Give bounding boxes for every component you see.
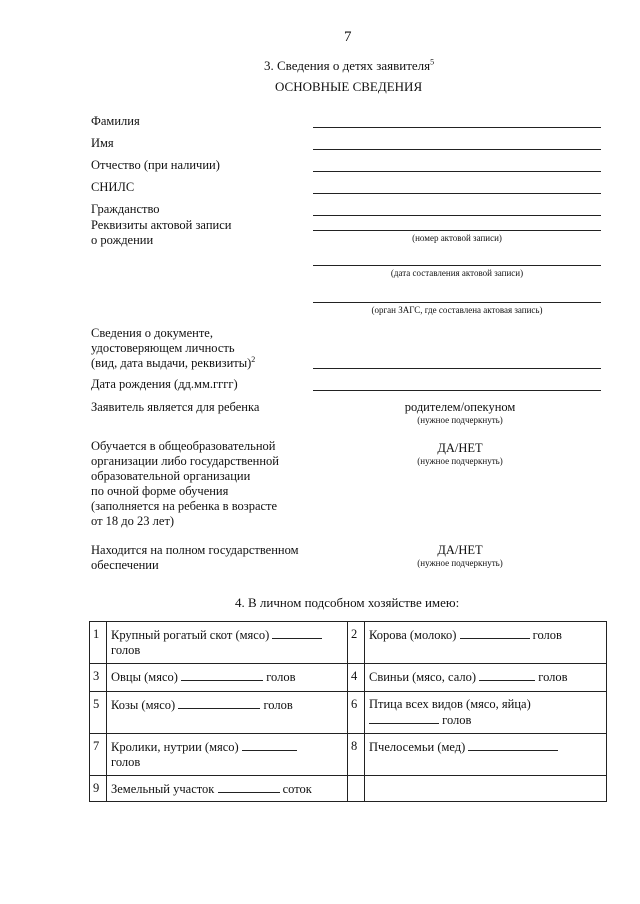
registry-office-line[interactable] [313, 302, 601, 303]
table-row [90, 692, 607, 734]
item-pigs [365, 664, 607, 692]
label-birth-record-1: Реквизиты актовой записи [91, 218, 232, 232]
label-state-support-1: Находится на полном государственном [91, 543, 299, 557]
section4-title: 4. В личном подсобном хозяйстве имею: [235, 595, 460, 610]
label-study-4: по очной форме обучения [91, 484, 229, 498]
page-number: 7 [344, 29, 352, 45]
item-number: 5 [90, 692, 107, 734]
item-number: 9 [90, 776, 107, 802]
empty-cell [348, 776, 365, 802]
empty-cell [365, 776, 607, 802]
item-land-label: Земельный участок [111, 782, 215, 796]
land-blank[interactable] [218, 781, 280, 793]
section3-title [264, 58, 434, 73]
item-number: 8 [348, 734, 365, 776]
item-cow-unit: голов [532, 628, 562, 642]
surname-line[interactable] [313, 127, 601, 128]
state-support-hint: (нужное подчеркнуть) [417, 558, 503, 568]
label-id-doc-1: Сведения о документе, [91, 326, 213, 340]
record-number-hint: (номер актовой записи) [412, 233, 502, 243]
item-rabbits-label: Кролики, нутрии (мясо) [111, 740, 239, 754]
item-sheep-label: Овцы (мясо) [111, 670, 178, 684]
label-id-doc-2: удостоверяющем личность [91, 341, 235, 355]
label-study-1: Обучается в общеобразовательной [91, 439, 276, 453]
label-snils: СНИЛС [91, 180, 135, 194]
item-sheep-unit: голов [266, 670, 296, 684]
applicant-role-hint: (нужное подчеркнуть) [417, 415, 503, 425]
footnote-ref-2: 2 [251, 354, 256, 364]
item-goats-unit: голов [263, 698, 293, 712]
label-birth-date: Дата рождения (дд.мм.гггг) [91, 377, 238, 391]
poultry-blank[interactable] [369, 712, 439, 724]
study-hint: (нужное подчеркнуть) [417, 456, 503, 466]
registry-office-hint: (орган ЗАГС, где составлена актовая запись) [371, 305, 543, 315]
label-study-5: (заполняется на ребенка в возрасте [91, 499, 278, 513]
patronymic-line[interactable] [313, 171, 601, 172]
label-citizenship: Гражданство [91, 202, 160, 216]
item-number: 2 [348, 622, 365, 664]
label-id-doc-3 [91, 356, 255, 371]
table-row [90, 734, 607, 776]
item-number: 3 [90, 664, 107, 692]
pigs-blank[interactable] [479, 669, 535, 681]
item-number: 4 [348, 664, 365, 692]
item-cattle [107, 622, 348, 664]
footnote-ref-5: 5 [430, 57, 435, 67]
name-line[interactable] [313, 149, 601, 150]
item-pigs-label: Свиньи (мясо, сало) [369, 670, 477, 684]
item-rabbits [107, 734, 348, 776]
item-bees-label: Пчелосемьи (мед) [369, 740, 466, 754]
item-sheep [107, 664, 348, 692]
rabbits-blank[interactable] [242, 739, 297, 751]
label-study-2: организации либо государственной [91, 454, 279, 468]
record-number-line[interactable] [313, 230, 601, 231]
table-row [90, 622, 607, 664]
label-surname: Фамилия [91, 114, 140, 128]
cattle-blank[interactable] [272, 627, 322, 639]
label-study-6: от 18 до 23 лет) [91, 514, 175, 528]
item-bees [365, 734, 607, 776]
item-cow-label: Корова (молоко) [369, 628, 457, 642]
label-name: Имя [91, 136, 114, 150]
label-patronymic: Отчество (при наличии) [91, 158, 220, 172]
section3-title-text: 3. Сведения о детях заявителя [264, 58, 431, 73]
item-number: 7 [90, 734, 107, 776]
label-id-doc-3-text: (вид, дата выдачи, реквизиты) [91, 356, 252, 370]
label-applicant-role: Заявитель является для ребенка [91, 400, 260, 414]
item-poultry [365, 692, 607, 734]
item-poultry-label: Птица всех видов (мясо, яйца) [369, 697, 531, 711]
item-cattle-label: Крупный рогатый скот (мясо) [111, 628, 270, 642]
bees-blank[interactable] [468, 739, 558, 751]
farm-table [89, 621, 607, 802]
label-birth-record-2: о рождении [91, 233, 154, 247]
item-land-unit: соток [282, 782, 312, 796]
citizenship-line[interactable] [313, 215, 601, 216]
label-study-3: образовательной организации [91, 469, 251, 483]
item-number: 6 [348, 692, 365, 734]
sheep-blank[interactable] [181, 669, 263, 681]
state-support-value[interactable]: ДА/НЕТ [437, 543, 483, 557]
item-poultry-unit: голов [442, 713, 472, 727]
item-number: 1 [90, 622, 107, 664]
item-cattle-unit: голов [111, 643, 141, 657]
study-value[interactable]: ДА/НЕТ [437, 441, 483, 455]
goats-blank[interactable] [178, 697, 260, 709]
cow-blank[interactable] [460, 627, 530, 639]
item-cow [365, 622, 607, 664]
item-goats-label: Козы (мясо) [111, 698, 176, 712]
section3-subtitle: ОСНОВНЫЕ СВЕДЕНИЯ [275, 79, 423, 94]
birth-date-line[interactable] [313, 390, 601, 391]
item-land [107, 776, 348, 802]
snils-line[interactable] [313, 193, 601, 194]
label-state-support-2: обеспечении [91, 558, 159, 572]
record-date-line[interactable] [313, 265, 601, 266]
applicant-role-value[interactable]: родителем/опекуном [404, 400, 516, 414]
table-row [90, 776, 607, 802]
record-date-hint: (дата составления актовой записи) [390, 268, 524, 278]
item-rabbits-unit: голов [111, 755, 141, 769]
id-doc-line[interactable] [313, 368, 601, 369]
item-goats [107, 692, 348, 734]
table-row [90, 664, 607, 692]
item-pigs-unit: голов [538, 670, 568, 684]
